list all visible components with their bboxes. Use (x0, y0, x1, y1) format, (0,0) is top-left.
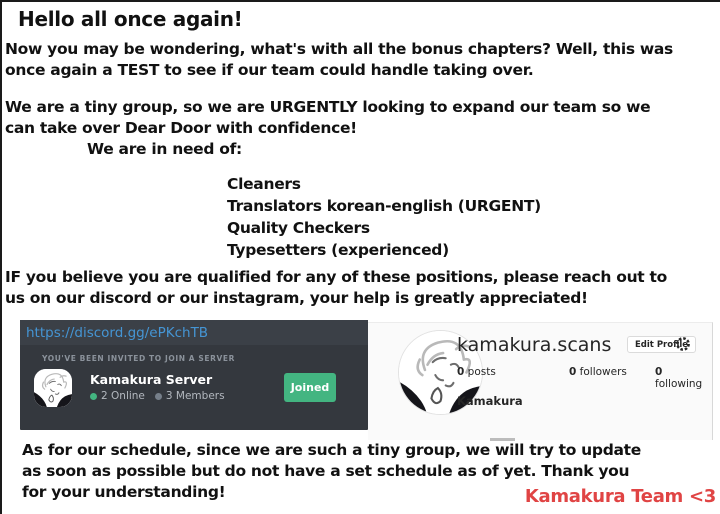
discord-linkbar (20, 320, 368, 345)
position-item: Cleaners (227, 175, 301, 193)
followers-count: 0 (569, 366, 577, 378)
instagram-display-name: Kamakura (457, 394, 523, 408)
online-count: 2 Online (101, 390, 145, 402)
edit-profile-button[interactable]: Edit Profile (627, 336, 696, 353)
posts-label: posts (467, 366, 496, 378)
position-item: Quality Checkers (227, 219, 370, 237)
need-intro-label: We are in need of: (87, 140, 242, 158)
text-line: As for our schedule, since we are such a tiny group, we will try to update (22, 441, 641, 459)
joined-button[interactable]: Joined (284, 373, 336, 402)
member-count: 3 Members (165, 390, 225, 402)
text-line: Now you may be wondering, what's with all the bonus chapters? Well, this was (5, 40, 673, 58)
discord-server-name: Kamakura Server (90, 372, 213, 387)
discord-server-status (90, 390, 225, 402)
discord-invited-label: YOU'VE BEEN INVITED TO JOIN A SERVER (42, 354, 236, 363)
page-heading: Hello all once again! (18, 7, 243, 31)
followers-stat[interactable] (569, 366, 627, 378)
text-line: can take over Dear Door with confidence! (5, 119, 357, 137)
text-line: once again a TEST to see if our team could handle taking over. (5, 61, 534, 79)
position-item: Typesetters (experienced) (227, 241, 449, 259)
discord-invite-screenshot (20, 320, 368, 430)
position-item: Translators korean-english (URGENT) (227, 197, 541, 215)
following-stat[interactable] (655, 366, 712, 390)
intro-paragraph (5, 39, 673, 81)
posts-stat (457, 366, 496, 378)
gear-icon[interactable] (674, 335, 692, 353)
following-count: 0 (655, 366, 663, 378)
team-signature: Kamakura Team <3 (524, 486, 716, 507)
following-label: following (655, 378, 703, 390)
members-dot-icon (155, 393, 162, 400)
recruitment-paragraph (5, 97, 650, 139)
text-line: IF you believe you are qualified for any of these positions, please reach out to (5, 268, 667, 286)
discord-invite-link[interactable]: https://discord.gg/ePKchTB (26, 324, 209, 341)
text-line: us on our discord or our instagram, your help is greatly appreciated! (5, 289, 588, 307)
qualified-paragraph (5, 267, 667, 309)
discord-server-avatar (34, 369, 72, 407)
avatar-image (34, 369, 72, 407)
instagram-profile-screenshot (368, 322, 713, 440)
followers-label: followers (579, 366, 627, 378)
text-line: for your understanding! (22, 483, 226, 501)
posts-count: 0 (457, 366, 465, 378)
text-line: We are a tiny group, so we are URGENTLY looking to expand our team so we (5, 98, 651, 116)
positions-list (227, 173, 541, 261)
instagram-username: kamakura.scans (457, 334, 612, 356)
online-dot-icon (90, 393, 97, 400)
text-line: as soon as possible but do not have a set schedule as of yet. Thank you (22, 462, 630, 480)
